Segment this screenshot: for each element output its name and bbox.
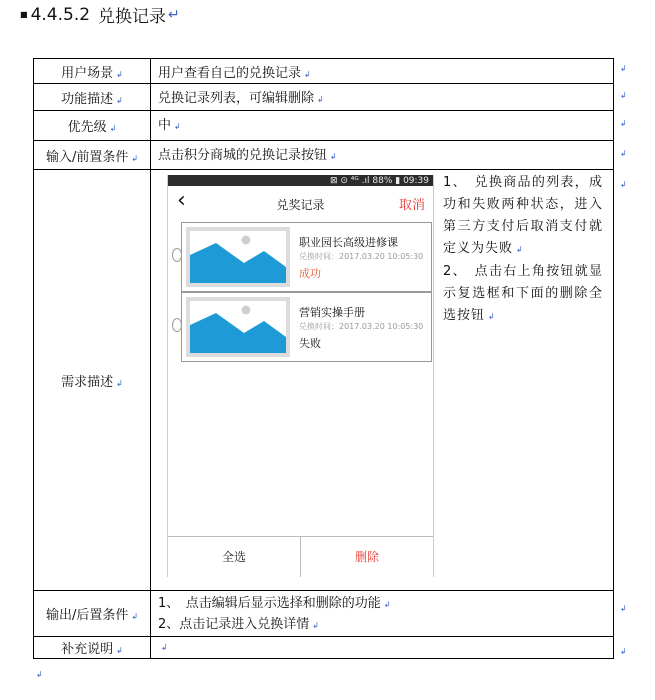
label-cell: 功能描述 ↲ xyxy=(34,84,151,111)
requirement-cell xyxy=(151,170,614,591)
value-cell: 兑换记录列表，可编辑删除 ↲ xyxy=(151,84,614,111)
note-item: 2、 点击右上角按钮就显示复选框和下面的删除全选按钮 ↲ xyxy=(443,264,603,323)
record-status: 成功 xyxy=(299,267,321,280)
record-time: 兑换时间：2017.03.20 10:05:30 xyxy=(299,252,424,261)
label-cell: 输出/后置条件 ↲ xyxy=(34,591,151,637)
label-cell: 输入/前置条件 ↲ xyxy=(34,141,151,170)
row-end-mark-icon: ↲ xyxy=(620,180,627,189)
output-item: 2、点击记录进入兑换详情 ↲ xyxy=(158,617,319,632)
label-cell: 补充说明 ↲ xyxy=(34,637,151,659)
heading-bullet-icon: ■ xyxy=(20,10,28,19)
delete-button[interactable]: 删除 xyxy=(354,550,379,564)
label-cell: 需求描述 ↲ xyxy=(34,170,151,591)
record-title: 职业园长高级进修课 xyxy=(299,236,398,249)
label-cell: 用户场景 ↲ xyxy=(34,59,151,84)
page-title: 兑奖记录 xyxy=(276,198,325,212)
table-row xyxy=(34,170,614,591)
row-end-mark-icon: ↲ xyxy=(620,647,627,656)
table-row xyxy=(34,591,614,637)
heading-title: 兑换记录 xyxy=(98,7,167,27)
output-item: 1、 点击编辑后显示选择和删除的功能 ↲ xyxy=(158,596,391,611)
table-row xyxy=(34,111,614,141)
section-heading xyxy=(20,2,180,27)
row-end-mark-icon: ↲ xyxy=(620,604,627,613)
paragraph-mark-icon: ↲ xyxy=(36,670,43,679)
phone-mockup xyxy=(167,175,434,577)
row-end-mark-icon: ↲ xyxy=(620,64,627,73)
image-placeholder-icon xyxy=(186,227,290,287)
chevron-left-icon[interactable]: ‹ xyxy=(177,188,186,213)
nav-bar xyxy=(168,186,433,218)
heading-number: 4.4.5.2 xyxy=(30,4,91,25)
list-item[interactable] xyxy=(168,292,433,362)
value-cell: ↲ xyxy=(151,637,614,659)
value-cell: 用户查看自己的兑换记录 ↲ xyxy=(151,59,614,84)
status-bar: ⊠ ⊙ ⁴ᴳ .ıl 88% ▮ 09:39 xyxy=(168,175,433,186)
row-end-mark-icon: ↲ xyxy=(620,149,627,158)
table-row xyxy=(34,59,614,84)
spec-table xyxy=(33,58,614,659)
select-all-button[interactable]: 全选 xyxy=(168,537,301,577)
record-time: 兑换时间：2017.03.20 10:05:30 xyxy=(299,322,424,331)
label-cell: 优先级 ↲ xyxy=(34,111,151,141)
value-cell: 点击积分商城的兑换记录按钮 ↲ xyxy=(151,141,614,170)
value-cell xyxy=(151,591,614,637)
record-status: 失败 xyxy=(299,337,321,350)
note-item: 1、 兑换商品的列表，成功和失败两种状态，进入第三方支付后取消支付就定义为失败 ↲ xyxy=(443,175,603,256)
cancel-button[interactable]: 取消 xyxy=(398,198,425,213)
return-mark-icon: ↵ xyxy=(168,6,180,23)
list-item[interactable] xyxy=(168,222,433,292)
table-row xyxy=(34,84,614,111)
record-card[interactable] xyxy=(181,222,432,292)
row-end-mark-icon: ↲ xyxy=(620,91,627,100)
image-placeholder-icon xyxy=(186,297,290,357)
value-cell: 中 ↲ xyxy=(151,111,614,141)
table-row xyxy=(34,637,614,659)
table-row xyxy=(34,141,614,170)
row-end-mark-icon: ↲ xyxy=(620,119,627,128)
record-title: 营销实操手册 xyxy=(299,306,365,319)
requirement-notes xyxy=(443,172,603,328)
bottom-action-bar xyxy=(168,536,433,577)
record-card[interactable] xyxy=(181,292,432,362)
